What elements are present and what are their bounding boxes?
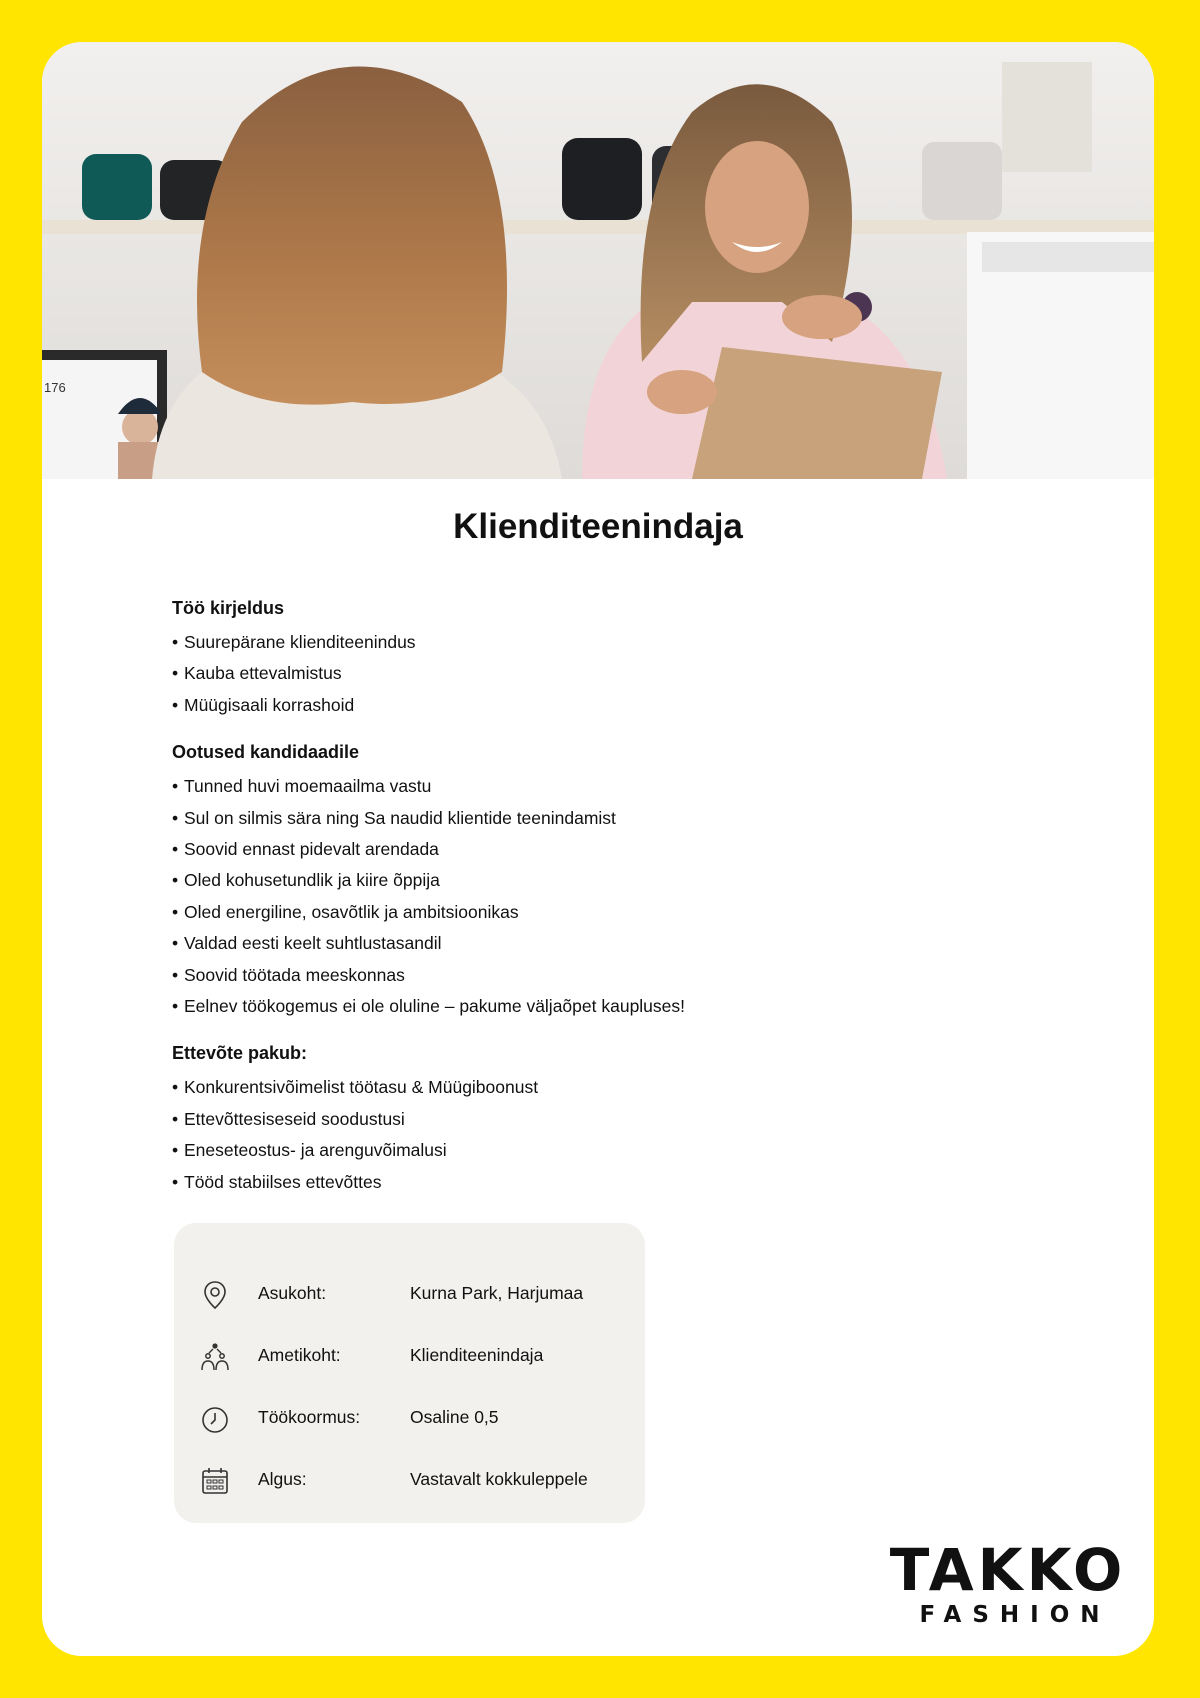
list-item: • Müügisaali korrashoid — [172, 690, 872, 721]
section-job-description — [172, 597, 872, 721]
detail-value: Vastavalt kokkuleppele — [410, 1469, 588, 1489]
list-item: • Oled energiline, osavõtlik ja ambitsioonikas — [172, 897, 872, 928]
job-posting-card — [42, 42, 1154, 1656]
detail-label: Töökoormus: — [258, 1407, 361, 1427]
logo-sub-text: FASHION — [919, 1602, 1111, 1628]
job-description — [172, 597, 872, 1218]
detail-row-position — [174, 1337, 645, 1377]
screen-number: 176 — [44, 380, 66, 395]
section-heading: Ettevõte pakub: — [172, 1043, 308, 1064]
detail-value: Osaline 0,5 — [410, 1407, 499, 1427]
list-item: • Kauba ettevalmistus — [172, 658, 872, 689]
section-candidate-expectations — [172, 741, 872, 1022]
logo-brand-text: TAKKO — [889, 1536, 1127, 1604]
list-item: • Ettevõttesiseseid soodustusi — [172, 1104, 872, 1135]
detail-row-workload — [174, 1399, 645, 1439]
list-item: • Soovid töötada meeskonnas — [172, 960, 872, 991]
location-pin-icon — [200, 1279, 230, 1311]
list-item: • Valdad eesti keelt suhtlustasandil — [172, 928, 872, 959]
list-item: • Oled kohusetundlik ja kiire õppija — [172, 865, 872, 896]
detail-row-location — [174, 1275, 645, 1315]
section-heading: Ootused kandidaadile — [172, 742, 360, 763]
detail-value: Kurna Park, Harjumaa — [410, 1283, 584, 1303]
section-heading: Töö kirjeldus — [172, 598, 285, 618]
clock-icon — [200, 1403, 230, 1435]
list-item: • Suurepärane klienditeenindus — [172, 627, 872, 658]
detail-row-start — [174, 1461, 645, 1501]
list-item: • Konkurentsivõimelist töötasu & Müügiboonust — [172, 1072, 872, 1103]
hero-photo — [42, 42, 1154, 479]
org-chart-icon — [200, 1341, 230, 1373]
job-details-box — [174, 1223, 645, 1523]
detail-label: Asukoht: — [258, 1283, 327, 1303]
calendar-icon — [200, 1465, 230, 1497]
list-item: • Sul on silmis sära ning Sa naudid klientide teenindamist — [172, 803, 872, 834]
job-title: Klienditeenindaja — [453, 507, 743, 546]
list-item: • Eelnev töökogemus ei ole oluline – pakume väljaõpet kaupluses! — [172, 991, 872, 1022]
takko-fashion-logo — [878, 1532, 1138, 1632]
detail-value: Klienditeenindaja — [410, 1345, 544, 1365]
detail-label: Ametikoht: — [258, 1345, 341, 1365]
list-item: • Tunned huvi moemaailma vastu — [172, 771, 872, 802]
list-item: • Eneseteostus- ja arenguvõimalusi — [172, 1135, 872, 1166]
list-item: • Soovid ennast pidevalt arendada — [172, 834, 872, 865]
section-company-offers — [172, 1042, 872, 1198]
list-item: • Tööd stabiilses ettevõttes — [172, 1167, 872, 1198]
detail-label: Algus: — [258, 1469, 307, 1489]
